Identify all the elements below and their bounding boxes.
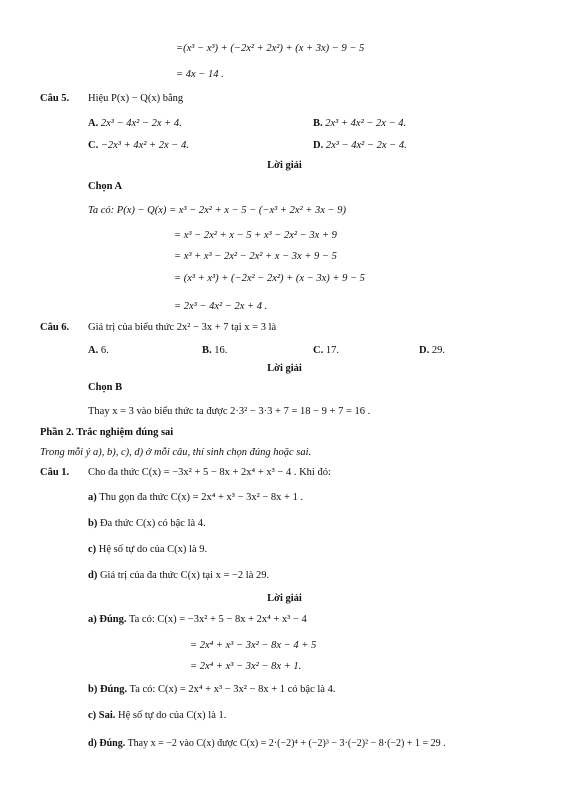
math-step: Ta có: P(x) − Q(x) = x³ − 2x² + x − 5 − (−x³ + 2x² + 3x − 9) — [88, 205, 346, 216]
answer-c — [88, 709, 226, 722]
answer-choice: Chọn B — [88, 382, 123, 393]
option-letter: D. — [419, 345, 430, 356]
option-text: 29. — [431, 345, 445, 356]
question-label: Câu 1. — [40, 467, 70, 478]
math-step: = x³ − 2x² + x − 5 + x³ − 2x² − 3x + 9 — [174, 230, 337, 241]
question-label: Câu 6. — [40, 322, 70, 333]
statement-text: Giá trị của đa thức C(x) tại x = −2 là 29. — [99, 570, 270, 581]
verdict-tag: a) Đúng. — [88, 614, 127, 625]
question-stem: Cho đa thức C(x) = −3x² + 5 − 8x + 2x⁴ + x³ − 4 . Khi đó: — [88, 467, 331, 478]
verdict-tag: d) Đúng. — [88, 738, 126, 749]
solution-heading: Lời giải — [267, 593, 302, 604]
option-text: 17. — [325, 345, 339, 356]
math-step: = 2x⁴ + x³ − 3x² − 8x + 1. — [190, 661, 302, 672]
math-step: = 2x³ − 4x² − 2x + 4 . — [174, 301, 268, 312]
option-text: 2x³ − 4x² − 2x − 4. — [325, 140, 407, 151]
answer-text: Ta có: C(x) = −3x² + 5 − 8x + 2x⁴ + x³ − 4 — [128, 614, 307, 625]
option-text: 16. — [214, 345, 228, 356]
option-d — [419, 344, 445, 357]
option-letter: B. — [313, 118, 323, 129]
option-text: −2x³ + 4x² + 2x − 4. — [100, 140, 189, 151]
option-b — [202, 344, 227, 357]
answer-d — [88, 737, 446, 750]
answer-text: Ta có: C(x) = 2x⁴ + x³ − 3x² − 8x + 1 có bậc là 4. — [129, 684, 336, 695]
option-a — [88, 117, 182, 130]
option-b — [313, 117, 406, 130]
option-d — [313, 139, 407, 152]
option-a — [88, 344, 109, 357]
question-stem: Hiệu P(x) − Q(x) bằng — [88, 93, 184, 104]
statement-d — [88, 569, 269, 582]
statement-a — [88, 491, 303, 504]
answer-b — [88, 683, 335, 696]
math-step: =(x³ − x³) + (−2x² + 2x²) + (x + 3x) − 9 − 5 — [176, 43, 365, 54]
statement-b — [88, 517, 206, 530]
question-label: Câu 5. — [40, 93, 70, 104]
statement-text: Hệ số tự do của C(x) là 9. — [98, 544, 208, 555]
verdict-tag: c) Sai. — [88, 710, 116, 721]
option-letter: C. — [88, 140, 99, 151]
option-c — [88, 139, 189, 152]
math-step: = (x³ + x³) + (−2x² − 2x²) + (x − 3x) + 9 − 5 — [174, 273, 365, 284]
statement-text: Thu gọn đa thức C(x) = 2x⁴ + x³ − 3x² − 8x + 1 . — [99, 492, 304, 503]
option-text: 2x³ + 4x² − 2x − 4. — [325, 118, 407, 129]
option-letter: A. — [88, 345, 99, 356]
option-letter: B. — [202, 345, 212, 356]
statement-tag: d) — [88, 570, 98, 581]
statement-c — [88, 543, 207, 556]
statement-tag: c) — [88, 544, 97, 555]
verdict-tag: b) Đúng. — [88, 684, 128, 695]
option-letter: D. — [313, 140, 324, 151]
solution-heading: Lời giải — [267, 160, 302, 171]
question-stem: Giá trị của biểu thức 2x² − 3x + 7 tại x = 3 là — [88, 322, 277, 333]
option-letter: A. — [88, 118, 99, 129]
solution-heading: Lời giải — [267, 363, 302, 374]
answer-text: Thay x = −2 vào C(x) được C(x) = 2·(−2)⁴ + (−2)³ − 3·(−2)² − 8·(−2) + 1 = 29 . — [127, 738, 446, 749]
math-step: = x³ + x³ − 2x² − 2x² + x − 3x + 9 − 5 — [174, 251, 337, 262]
answer-choice: Chọn A — [88, 181, 123, 192]
statement-tag: b) — [88, 518, 98, 529]
option-letter: C. — [313, 345, 324, 356]
math-step: = 4x − 14 . — [176, 69, 224, 80]
answer-a — [88, 613, 307, 626]
option-text: 6. — [100, 345, 109, 356]
math-step: = 2x⁴ + x³ − 3x² − 8x − 4 + 5 — [190, 640, 317, 651]
solution-work: Thay x = 3 vào biểu thức ta được 2·3² − 3·3 + 7 = 18 − 9 + 7 = 16 . — [88, 406, 371, 417]
option-c — [313, 344, 339, 357]
answer-text: Hệ số tự do của C(x) là 1. — [118, 710, 227, 721]
section-title: Phần 2. Trắc nghiệm đúng sai — [40, 427, 174, 438]
section-instruction: Trong mỗi ý a), b), c), d) ở mỗi câu, thí sinh chọn đúng hoặc sai. — [40, 447, 312, 458]
statement-tag: a) — [88, 492, 97, 503]
option-text: 2x³ − 4x² − 2x + 4. — [100, 118, 182, 129]
statement-text: Đa thức C(x) có bậc là 4. — [99, 518, 206, 529]
